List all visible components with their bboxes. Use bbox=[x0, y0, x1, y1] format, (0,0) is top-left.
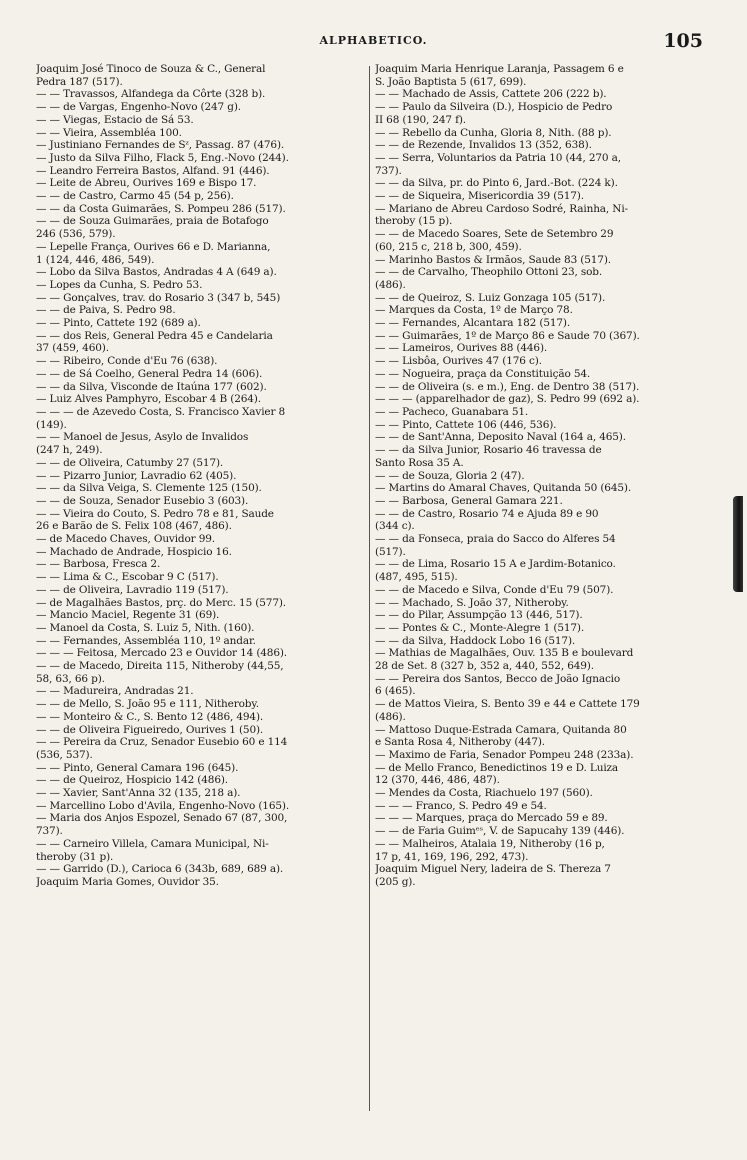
directory-entry-line: — Lopes da Cunha, S. Pedro 53. bbox=[36, 278, 203, 291]
directory-entry-line: — Luiz Alves Pamphyro, Escobar 4 B (264). bbox=[36, 393, 261, 406]
directory-entry-line: — — Xavier, Sant'Anna 32 (135, 218 a). bbox=[36, 787, 241, 800]
directory-entry-line: (486). bbox=[375, 278, 406, 291]
directory-entry-line: — Maria dos Anjos Espozel, Senado 67 (87, 300, bbox=[36, 812, 288, 825]
directory-entry-line: — — da Silva Veiga, S. Clemente 125 (150). bbox=[36, 482, 262, 495]
directory-entry-line: — — de Vargas, Engenho-Novo (247 g). bbox=[36, 101, 241, 114]
directory-entry-line: — de Macedo Chaves, Ouvidor 99. bbox=[36, 533, 215, 546]
directory-entry-line: — — de Siqueira, Misericordia 39 (517). bbox=[375, 190, 584, 203]
directory-entry-line: (205 g). bbox=[375, 876, 416, 888]
directory-entry-line: Joaquim Miguel Nery, ladeira de S. Thereza 7 bbox=[375, 863, 611, 876]
directory-entry-line: — Marques da Costa, 1º de Março 78. bbox=[375, 304, 573, 317]
directory-entry-line: — — de Macedo, Direita 115, Nitheroby (44,55, bbox=[36, 660, 284, 673]
directory-entry-line: — — Travassos, Alfandega da Côrte (328 b). bbox=[36, 88, 266, 101]
directory-entry-line: — — de Souza, Gloria 2 (47). bbox=[375, 469, 525, 482]
directory-entry-line: — — de Faria Guimᵉˢ, V. de Sapucahy 139 (446). bbox=[375, 825, 625, 838]
directory-entry-line: — — — de Azevedo Costa, S. Francisco Xavier 8 bbox=[36, 405, 286, 418]
directory-entry-line: — — de Mello, S. João 95 e 111, Nitheroby. bbox=[36, 698, 259, 711]
directory-entry-line: Joaquim Maria Gomes, Ouvidor 35. bbox=[36, 876, 219, 888]
directory-entry-line: — — de Lima, Rosario 15 A e Jardim-Botanico. bbox=[375, 558, 616, 571]
directory-entry-line: — — Pizarro Junior, Lavradio 62 (405). bbox=[36, 469, 237, 482]
directory-entry-line: — — Viegas, Estacio de Sá 53. bbox=[36, 113, 194, 126]
directory-entry-line: — — Pontes & C., Monte-Alegre 1 (517). bbox=[375, 621, 585, 634]
directory-entry-line: — — Gonçalves, trav. do Rosario 3 (347 b, 545) bbox=[36, 291, 281, 304]
directory-entry-line: theroby (15 p). bbox=[375, 215, 453, 228]
directory-entry-line: — — Serra, Voluntarios da Patria 10 (44, 270 a, bbox=[375, 151, 621, 164]
directory-entry-line: — — — Franco, S. Pedro 49 e 54. bbox=[375, 799, 547, 812]
directory-entry-line: — — Manoel de Jesus, Asylo de Invalidos bbox=[36, 431, 249, 444]
directory-entry-line: (517). bbox=[375, 545, 406, 558]
directory-entry-line: Santo Rosa 35 A. bbox=[375, 456, 464, 469]
directory-entry-line: 28 de Set. 8 (327 b, 352 a, 440, 552, 649). bbox=[375, 660, 594, 673]
directory-entry-line: 12 (370, 446, 486, 487). bbox=[375, 774, 500, 787]
directory-entry-line: 737). bbox=[36, 825, 63, 838]
directory-entry-line: — — de Paiva, S. Pedro 98. bbox=[36, 304, 176, 317]
directory-entry-line: — — de Macedo e Silva, Conde d'Eu 79 (507). bbox=[375, 583, 614, 596]
page-number: 105 bbox=[663, 30, 703, 52]
directory-entry-line: — Mariano de Abreu Cardoso Sodré, Rainha, Ni- bbox=[375, 202, 628, 215]
directory-entry-line: — — da Silva Junior, Rosario 46 travessa de bbox=[375, 444, 602, 457]
directory-entry-line: — — de Sant'Anna, Deposito Naval (164 a, 465). bbox=[375, 431, 626, 444]
directory-entry-line: — — da Silva, Visconde de Itaúna 177 (602). bbox=[36, 380, 267, 393]
directory-entry-line: 6 (465). bbox=[375, 685, 416, 698]
directory-entry-line: — Lepelle França, Ourives 66 e D. Marianna, bbox=[36, 240, 271, 253]
directory-entry-line: (247 h, 249). bbox=[36, 444, 103, 457]
directory-entry-line: — — Machado de Assis, Cattete 206 (222 b). bbox=[375, 88, 607, 101]
directory-entry-line: — — de Castro, Carmo 45 (54 p, 256). bbox=[36, 190, 234, 203]
directory-entry-line: — — Pacheco, Guanabara 51. bbox=[375, 405, 529, 418]
directory-entry-line: — — — Marques, praça do Mercado 59 e 89. bbox=[375, 812, 608, 825]
directory-entry-line: — — Carneiro Villela, Camara Municipal, Ni- bbox=[36, 837, 269, 850]
directory-entry-line: — — Fernandes, Alcantara 182 (517). bbox=[375, 317, 571, 330]
directory-entry-line: — — Fernandes, Assembléa 110, 1º andar. bbox=[36, 634, 256, 647]
directory-entry-line: — Mendes da Costa, Riachuelo 197 (560). bbox=[375, 787, 593, 800]
directory-entry-line: — Machado de Andrade, Hospicio 16. bbox=[36, 545, 232, 558]
directory-entry-line: — — Malheiros, Atalaia 19, Nitheroby (16 p, bbox=[375, 837, 605, 850]
directory-entry-line: — — de Oliveira (s. e m.), Eng. de Dentro 38 (517). bbox=[375, 380, 640, 393]
directory-entry-line: — — de Souza, Senador Eusebio 3 (603). bbox=[36, 494, 249, 507]
directory-entry-line: — — Monteiro & C., S. Bento 12 (486, 494). bbox=[36, 710, 264, 723]
directory-entry-line: Pedra 187 (517). bbox=[36, 75, 123, 88]
directory-entry-line: — — de Macedo Soares, Sete de Setembro 29 bbox=[375, 228, 614, 241]
directory-entry-line: (536, 537). bbox=[36, 748, 93, 761]
left-column bbox=[36, 63, 366, 889]
directory-entry-line: — — Pinto, Cattete 192 (689 a). bbox=[36, 317, 201, 330]
directory-entry-line: — — de Queiroz, S. Luiz Gonzaga 105 (517). bbox=[375, 291, 606, 304]
directory-entry-line: — de Mello Franco, Benedictinos 19 e D. Luiza bbox=[375, 761, 619, 774]
directory-entry-line: — — Vieira, Assembléa 100. bbox=[36, 126, 182, 139]
directory-entry-line: — Justo da Silva Filho, Flack 5, Eng.-Novo (244). bbox=[36, 151, 289, 164]
directory-entry-line: — — de Oliveira, Lavradio 119 (517). bbox=[36, 583, 229, 596]
column-divider bbox=[369, 66, 370, 1111]
directory-entry-line: — — da Silva, pr. do Pinto 6, Jard.-Bot. (224 k). bbox=[375, 177, 618, 190]
directory-entry-line: — Martins do Amaral Chaves, Quitanda 50 (645). bbox=[375, 482, 632, 495]
directory-entry-line: — de Magalhães Bastos, prç. do Merc. 15 (577). bbox=[36, 596, 286, 609]
directory-entry-line: — — de Oliveira, Catumby 27 (517). bbox=[36, 456, 224, 469]
directory-entry-line: — — da Silva, Haddock Lobo 16 (517). bbox=[375, 634, 576, 647]
directory-entry-line: — — de Sá Coelho, General Pedra 14 (606). bbox=[36, 367, 263, 380]
directory-entry-line: — Justiniano Fernandes de Sᶻ, Passag. 87 (476). bbox=[36, 139, 285, 152]
right-column bbox=[375, 63, 711, 889]
directory-entry-line: — — Garrido (D.), Carioca 6 (343b, 689, 689 a). bbox=[36, 863, 284, 876]
directory-entry-line: — — Madureira, Andradas 21. bbox=[36, 685, 194, 698]
directory-entry-line: — — Nogueira, praça da Constituição 54. bbox=[375, 367, 591, 380]
directory-entry-line: — — Lisbôa, Ourives 47 (176 c). bbox=[375, 355, 542, 368]
directory-entry-line: II 68 (190, 247 f). bbox=[375, 113, 466, 126]
directory-entry-line: — Leandro Ferreira Bastos, Alfand. 91 (446). bbox=[36, 164, 270, 177]
running-title: ALPHABETICO. bbox=[319, 34, 428, 47]
directory-entry-line: — — de Castro, Rosario 74 e Ajuda 89 e 90 bbox=[375, 507, 599, 520]
directory-entry-line: (149). bbox=[36, 418, 67, 431]
directory-entry-line: e Santa Rosa 4, Nitheroby (447). bbox=[375, 736, 545, 749]
directory-entry-line: — — Barbosa, General Gamara 221. bbox=[375, 494, 563, 507]
directory-entry-line: 737). bbox=[375, 164, 402, 177]
directory-entry-line: (486). bbox=[375, 710, 406, 723]
directory-entry-line: — de Mattos Vieira, S. Bento 39 e 44 e Cattete 179 bbox=[375, 698, 640, 711]
directory-entry-line: — Maximo de Faria, Senador Pompeu 248 (233a). bbox=[375, 748, 634, 761]
directory-entry-line: — — — (apparelhador de gaz), S. Pedro 99 (692 a). bbox=[375, 393, 640, 406]
directory-entry-line: — — Pereira da Cruz, Senador Eusebio 60 e 114 bbox=[36, 736, 288, 749]
page-edge-mark bbox=[733, 496, 743, 592]
directory-entry-line: — — dos Reis, General Pedra 45 e Candelaria bbox=[36, 329, 273, 342]
directory-entry-line: (344 c). bbox=[375, 520, 415, 533]
directory-entry-line: S. João Baptista 5 (617, 699). bbox=[375, 75, 527, 88]
directory-entry-line: — — Barbosa, Fresca 2. bbox=[36, 558, 161, 571]
directory-entry-line: 37 (459, 460). bbox=[36, 342, 109, 355]
directory-entry-line: — — — Feitosa, Mercado 23 e Ouvidor 14 (486). bbox=[36, 647, 287, 660]
directory-entry-line: — — da Costa Guimarães, S. Pompeu 286 (517). bbox=[36, 202, 286, 215]
directory-entry-line: — — de Carvalho, Theophilo Ottoni 23, sob. bbox=[375, 266, 603, 279]
directory-entry-line: — — de Oliveira Figueiredo, Ourives 1 (50). bbox=[36, 723, 264, 736]
directory-entry-line: (60, 215 c, 218 b, 300, 459). bbox=[375, 240, 522, 253]
directory-entry-line: 26 e Barão de S. Felix 108 (467, 486). bbox=[36, 520, 232, 533]
directory-entry-line: 58, 63, 66 p). bbox=[36, 672, 105, 685]
directory-entry-line: — — Lima & C., Escobar 9 C (517). bbox=[36, 571, 219, 584]
directory-entry-line: — — Machado, S. João 37, Nitheroby. bbox=[375, 596, 569, 609]
directory-entry-line: — — da Fonseca, praia do Sacco do Alferes 54 bbox=[375, 533, 616, 546]
directory-entry-line: — Mathias de Magalhães, Ouv. 135 B e boulevard bbox=[375, 647, 634, 660]
directory-entry-line: — — Pinto, Cattete 106 (446, 536). bbox=[375, 418, 557, 431]
directory-entry-line: — Marcellino Lobo d'Avila, Engenho-Novo (165). bbox=[36, 799, 290, 812]
directory-entry-line: (487, 495, 515). bbox=[375, 571, 458, 584]
directory-entry-line: Joaquim Maria Henrique Laranja, Passagem 6 e bbox=[375, 63, 624, 75]
directory-entry-line: — — Ribeiro, Conde d'Eu 76 (638). bbox=[36, 355, 218, 368]
directory-entry-line: — Manoel da Costa, S. Luiz 5, Nith. (160). bbox=[36, 621, 255, 634]
directory-entry-line: — Lobo da Silva Bastos, Andradas 4 A (649 a). bbox=[36, 266, 277, 279]
directory-entry-line: — Marinho Bastos & Irmãos, Saude 83 (517). bbox=[375, 253, 611, 266]
directory-entry-line: — — Rebello da Cunha, Gloria 8, Nith. (88 p). bbox=[375, 126, 612, 139]
directory-entry-line: — — Paulo da Silveira (D.), Hospicio de Pedro bbox=[375, 101, 613, 114]
page-header bbox=[0, 30, 747, 54]
directory-entry-line: — — de Rezende, Invalidos 13 (352, 638). bbox=[375, 139, 592, 152]
directory-entry-line: 1 (124, 446, 486, 549). bbox=[36, 253, 155, 266]
directory-entry-line: — — de Queiroz, Hospicio 142 (486). bbox=[36, 774, 228, 787]
directory-entry-line: — — Pinto, General Camara 196 (645). bbox=[36, 761, 239, 774]
directory-entry-line: 17 p, 41, 169, 196, 292, 473). bbox=[375, 850, 529, 863]
directory-entry-line: — — Vieira do Couto, S. Pedro 78 e 81, Saude bbox=[36, 507, 274, 520]
directory-entry-line: Joaquim José Tinoco de Souza & C., General bbox=[36, 63, 266, 75]
directory-entry-line: — — Pereira dos Santos, Becco de João Ignacio bbox=[375, 672, 621, 685]
directory-entry-line: — Leite de Abreu, Ourives 169 e Bispo 17. bbox=[36, 177, 257, 190]
directory-entry-line: — — de Souza Guimarães, praia de Botafogo bbox=[36, 215, 269, 228]
directory-entry-line: 246 (536, 579). bbox=[36, 228, 116, 241]
directory-entry-line: — Mattoso Duque-Estrada Camara, Quitanda 80 bbox=[375, 723, 627, 736]
directory-entry-line: — Mancio Maciel, Regente 31 (69). bbox=[36, 609, 220, 622]
directory-entry-line: theroby (31 p). bbox=[36, 850, 114, 863]
directory-entry-line: — — Lameiros, Ourives 88 (446). bbox=[375, 342, 548, 355]
directory-entry-line: — — Guimarães, 1º de Março 86 e Saude 70 (367). bbox=[375, 329, 640, 342]
directory-entry-line: — — do Pilar, Assumpção 13 (446, 517). bbox=[375, 609, 583, 622]
